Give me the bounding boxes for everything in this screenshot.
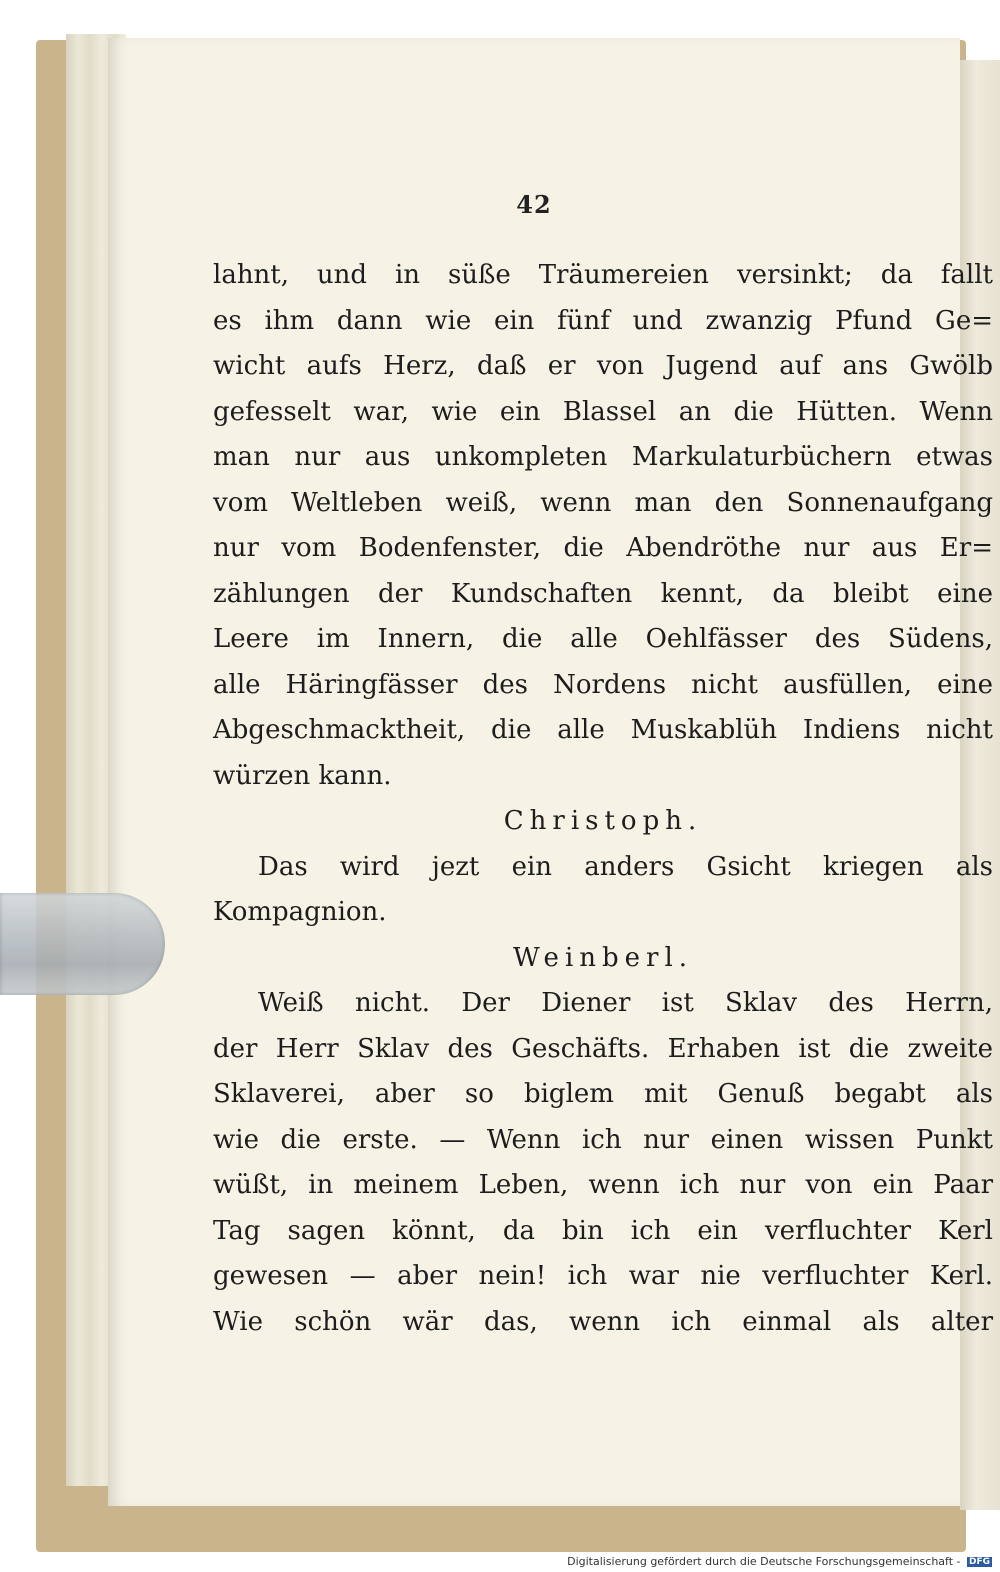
text-line: Kompagnion.	[213, 897, 387, 927]
text-line: Leere im Innern, die alle Oehlfässer des Südens,	[213, 624, 993, 654]
text-line: Das wird jezt ein anders Gsicht kriegen als	[258, 851, 993, 882]
dfg-logo: DFG	[968, 1557, 990, 1567]
text-line: würzen kann.	[213, 760, 392, 791]
text-line: Abgeschmacktheit, die alle Muskablüh Indiens nicht	[213, 715, 993, 745]
text-line: Wie schön wär das, wenn ich einmal als alter	[213, 1306, 993, 1337]
text-line: der Herr Sklav des Geschäfts. Erhaben ist die zweite	[213, 1033, 993, 1064]
text-line: wie die erste. — Wenn ich nur einen wissen Punkt	[213, 1124, 993, 1155]
text-line: wüßt, in meinem Leben, wenn ich nur von ein Paar	[213, 1170, 993, 1200]
text-line: alle Häringfässer des Nordens nicht ausfüllen, eine	[213, 669, 993, 700]
page-number: 42	[516, 190, 552, 219]
text-line: vom Weltleben weiß, wenn man den Sonnenaufgang	[213, 487, 993, 518]
text-line: zählungen der Kundschaften kennt, da bleibt eine	[213, 578, 993, 609]
speaker-name: Christoph.	[503, 806, 703, 836]
text-line: lahnt, und in süße Träumereien versinkt; da fallt	[213, 260, 993, 290]
text-line: gefesselt war, wie ein Blassel an die Hütten. Wenn	[213, 396, 993, 427]
speaker-name: Weinberl.	[512, 942, 694, 973]
page-clip-holder	[0, 893, 165, 995]
text-line: gewesen — aber nein! ich war nie verfluchter Kerl.	[213, 1261, 993, 1291]
text-line: Sklaverei, aber so biglem mit Genuß begabt als	[213, 1079, 993, 1109]
text-line: Weiß nicht. Der Diener ist Sklav des Herrn,	[258, 988, 993, 1018]
text-line: es ihm dann wie ein fünf und zwanzig Pfund Ge=	[213, 305, 993, 336]
text-line: wicht aufs Herz, daß er von Jugend auf ans Gwölb	[213, 351, 993, 381]
text-line: nur vom Bodenfenster, die Abendröthe nur aus Er=	[213, 533, 993, 563]
text-line: Tag sagen könnt, da bin ich ein verfluchter Kerl	[213, 1215, 993, 1246]
digitization-credit	[565, 1555, 994, 1568]
credit-text: Digitalisierung gefördert durch die Deutsche Forschungsgemeinschaft -	[567, 1555, 961, 1568]
text-line: man nur aus unkompleten Markulaturbüchern etwas	[213, 442, 993, 472]
page-text	[213, 253, 993, 1345]
book-page	[108, 38, 993, 1506]
